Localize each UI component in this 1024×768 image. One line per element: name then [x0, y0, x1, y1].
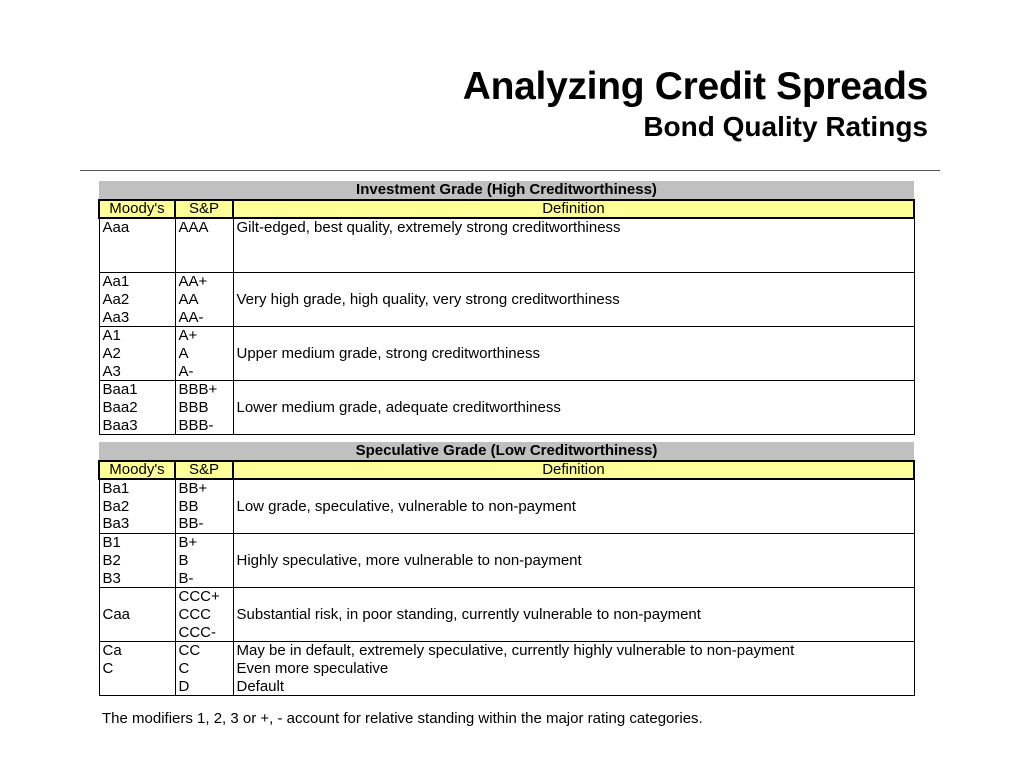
- rating-code: Baa3: [102, 416, 138, 434]
- rating-code: Aa1: [102, 273, 130, 291]
- definition-text: Highly speculative, more vulnerable to non-payment: [236, 551, 582, 569]
- rating-code: A-: [178, 362, 194, 380]
- rating-code: B1: [102, 534, 121, 552]
- rating-code: AA: [178, 290, 199, 308]
- definition-cell: [233, 327, 914, 381]
- col-header-definition: Definition: [233, 200, 914, 218]
- rating-code: BBB: [178, 399, 209, 417]
- definition-cell: [233, 381, 914, 435]
- rating-row: [99, 273, 914, 327]
- definition-text: Lower medium grade, adequate creditworthiness: [236, 399, 561, 417]
- definition-line: Default: [236, 677, 285, 695]
- col-header-moodys: Moody's: [99, 461, 175, 479]
- rating-code: A+: [178, 327, 198, 345]
- rating-code: [103, 678, 175, 696]
- rating-row: [99, 479, 914, 534]
- definition-cell: [233, 588, 914, 642]
- definition-text: Upper medium grade, strong creditworthiness: [236, 344, 540, 362]
- definition-line: Even more speculative: [236, 660, 389, 678]
- rating-code: Ba2: [102, 497, 130, 515]
- moodys-cell: [99, 273, 175, 327]
- definition-cell: [233, 218, 914, 273]
- definition-text: Substantial risk, in poor standing, currently vulnerable to non-payment: [236, 605, 701, 623]
- col-header-definition: Definition: [233, 461, 914, 479]
- rating-row: [99, 534, 914, 588]
- sp-cell: [175, 479, 233, 534]
- rating-row: [99, 327, 914, 381]
- sp-cell: [175, 273, 233, 327]
- rating-code: CCC+: [178, 588, 220, 606]
- rating-code: A1: [102, 327, 121, 345]
- definition-line: May be in default, extremely speculative, currently highly vulnerable to non-payment: [236, 642, 795, 660]
- moodys-cell: [99, 218, 175, 273]
- footnote: The modifiers 1, 2, 3 or +, - account for relative standing within the major rating categories.: [102, 710, 703, 727]
- moodys-cell: [99, 642, 175, 696]
- rating-code: AA+: [178, 273, 208, 291]
- investment-grade-caption: Investment Grade (High Creditworthiness): [99, 181, 914, 200]
- definition-cell: [233, 534, 914, 588]
- moodys-cell: [99, 327, 175, 381]
- rating-code: Baa1: [102, 381, 138, 399]
- speculative-grade-table: [98, 442, 915, 696]
- rating-code: Aa2: [102, 290, 130, 308]
- speculative-grade-caption: Speculative Grade (Low Creditworthiness): [99, 442, 914, 461]
- sp-cell: [175, 381, 233, 435]
- rating-code: Ba3: [102, 515, 130, 533]
- rating-code: CCC-: [178, 623, 216, 641]
- sp-cell: [175, 588, 233, 642]
- rating-code: A2: [102, 344, 121, 362]
- page-title: Analyzing Credit Spreads: [462, 65, 928, 108]
- rating-code: Ca: [102, 642, 122, 660]
- rating-code: [103, 237, 175, 255]
- rating-code: Baa2: [102, 399, 138, 417]
- rating-code: BB-: [178, 515, 204, 533]
- rating-code: C: [178, 660, 190, 678]
- rating-code: C: [102, 660, 114, 678]
- rating-code: CCC: [178, 605, 211, 623]
- rating-code: B3: [102, 569, 121, 587]
- rating-code: [179, 237, 233, 255]
- rating-code: B-: [178, 569, 194, 587]
- definition-text: Low grade, speculative, vulnerable to non-payment: [236, 497, 576, 515]
- definition-cell: [233, 273, 914, 327]
- definition-text: Very high grade, high quality, very strong creditworthiness: [236, 290, 620, 308]
- moodys-cell: [99, 588, 175, 642]
- rating-code: Aa3: [102, 308, 130, 326]
- col-header-moodys: Moody's: [99, 200, 175, 218]
- definition-text: Gilt-edged, best quality, extremely strong creditworthiness: [236, 219, 621, 236]
- definition-cell: [233, 642, 914, 696]
- rating-code: A: [178, 344, 189, 362]
- rating-row: [99, 218, 914, 273]
- rating-code: [103, 588, 175, 606]
- rating-code: AA-: [178, 308, 204, 326]
- rating-code: [103, 254, 175, 272]
- rating-row: [99, 588, 914, 642]
- rating-code: D: [178, 677, 190, 695]
- sp-cell: [175, 218, 233, 273]
- rating-row: [99, 381, 914, 435]
- moodys-cell: [99, 381, 175, 435]
- rating-code: Ba1: [102, 480, 130, 497]
- rating-code: B+: [178, 534, 198, 552]
- rating-code: [179, 254, 233, 272]
- col-header-sp: S&P: [175, 200, 233, 218]
- rating-row: [99, 642, 914, 696]
- rating-code: Aaa: [102, 219, 130, 236]
- sp-cell: [175, 642, 233, 696]
- rating-code: AAA: [178, 219, 209, 236]
- rating-code: BB+: [178, 480, 208, 497]
- title-block: [463, 64, 928, 144]
- col-header-sp: S&P: [175, 461, 233, 479]
- page-subtitle: Bond Quality Ratings: [643, 111, 928, 142]
- moodys-cell: [99, 534, 175, 588]
- rating-code: Caa: [102, 605, 131, 623]
- rating-code: BBB+: [178, 381, 218, 399]
- rating-code: [103, 624, 175, 642]
- rating-code: CC: [178, 642, 201, 660]
- rating-code: BBB-: [178, 416, 214, 434]
- sp-cell: [175, 534, 233, 588]
- rating-code: BB: [178, 497, 199, 515]
- rating-code: B: [178, 551, 189, 569]
- moodys-cell: [99, 479, 175, 534]
- title-divider: [80, 170, 940, 171]
- rating-code: A3: [102, 362, 121, 380]
- rating-code: B2: [102, 551, 121, 569]
- definition-cell: [233, 479, 914, 534]
- sp-cell: [175, 327, 233, 381]
- investment-grade-table: [98, 181, 915, 435]
